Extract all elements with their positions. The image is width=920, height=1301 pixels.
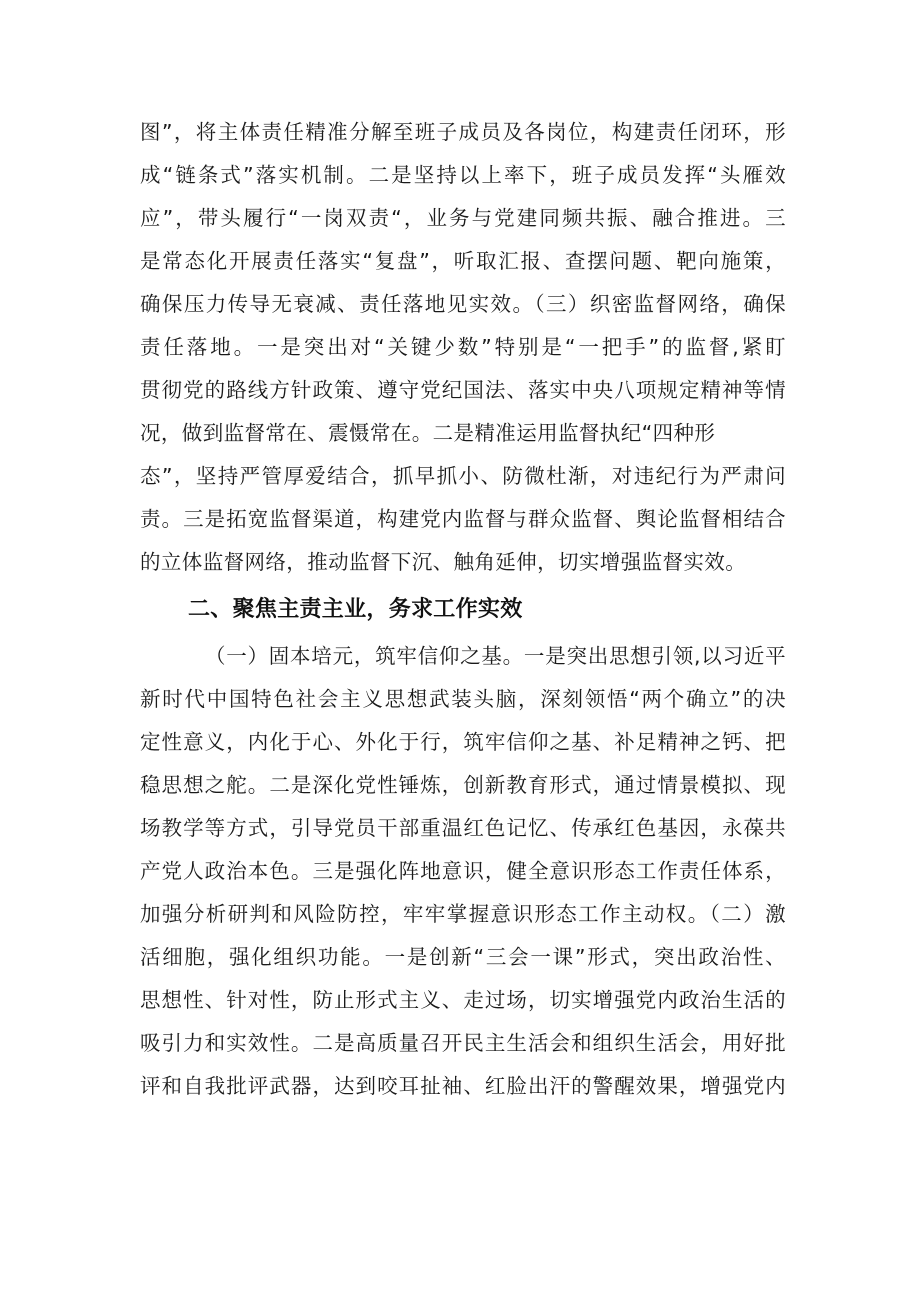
text-line: 应”，带头履行“一岗双责“，业务与党建同频共振、融合推进。三 (140, 206, 786, 230)
text-line: 图”，将主体责任精准分解至班子成员及各岗位，构建责任闭环，形 (140, 120, 786, 144)
text-line: （一）固本培元，筑牢信仰之基。一是突出思想引领,以习近平 (205, 644, 786, 668)
text-line: 稳思想之舵。二是深化党性锤炼，创新教育形式，通过情景模拟、现 (140, 773, 786, 797)
text-line: 是常态化开展责任落实“复盘”，听取汇报、查摆问题、靶向施策， (140, 249, 786, 273)
text-line: 场教学等方式，引导党员干部重温红色记忆、传承红色基因，永葆共 (140, 816, 786, 840)
text-line: 产党人政治本色。三是强化阵地意识，健全意识形态工作责任体系， (140, 859, 786, 883)
section-heading: 二、聚焦主责主业，务求工作实效 (188, 597, 523, 622)
text-line: 加强分析研判和风险防控，牢牢掌握意识形态工作主动权。（二）激 (140, 902, 786, 926)
text-line: 态”，坚持严管厚爱结合，抓早抓小、防微杜渐，对违纪行为严肃问 (140, 464, 786, 488)
text-line: 的立体监督网络，推动监督下沉、触角延伸，切实增强监督实效。 (140, 550, 747, 574)
text-line: 新时代中国特色社会主义思想武装头脑，深刻领悟“两个确立”的决 (140, 687, 786, 711)
text-line: 定性意义，内化于心、外化于行，筑牢信仰之基、补足精神之钙、把 (140, 730, 786, 754)
text-line: 吸引力和实效性。二是高质量召开民主生活会和组织生活会，用好批 (140, 1031, 786, 1055)
text-line: 责任落地。一是突出对“关键少数”特别是“一把手”的监督,紧盯 (140, 335, 786, 359)
text-line: 责。三是拓宽监督渠道，构建党内监督与群众监督、舆论监督相结合 (140, 507, 786, 531)
text-line: 确保压力传导无衰减、责任落地见实效。（三）织密监督网络，确保 (140, 292, 786, 316)
text-line: 思想性、针对性，防止形式主义、走过场，切实增强党内政治生活的 (140, 988, 786, 1012)
text-line: 况，做到监督常在、震慑常在。二是精准运用监督执纪“四种形 (140, 421, 716, 445)
text-line: 贯彻党的路线方针政策、遵守党纪国法、落实中央八项规定精神等情 (140, 378, 786, 402)
text-line: 活细胞，强化组织功能。一是创新“三会一课”形式，突出政治性、 (140, 945, 786, 969)
text-line: 评和自我批评武器，达到咬耳扯袖、红脸出汗的警醒效果，增强党内 (140, 1074, 786, 1098)
text-line: 成“链条式”落实机制。二是坚持以上率下，班子成员发挥“头雁效 (140, 163, 786, 187)
